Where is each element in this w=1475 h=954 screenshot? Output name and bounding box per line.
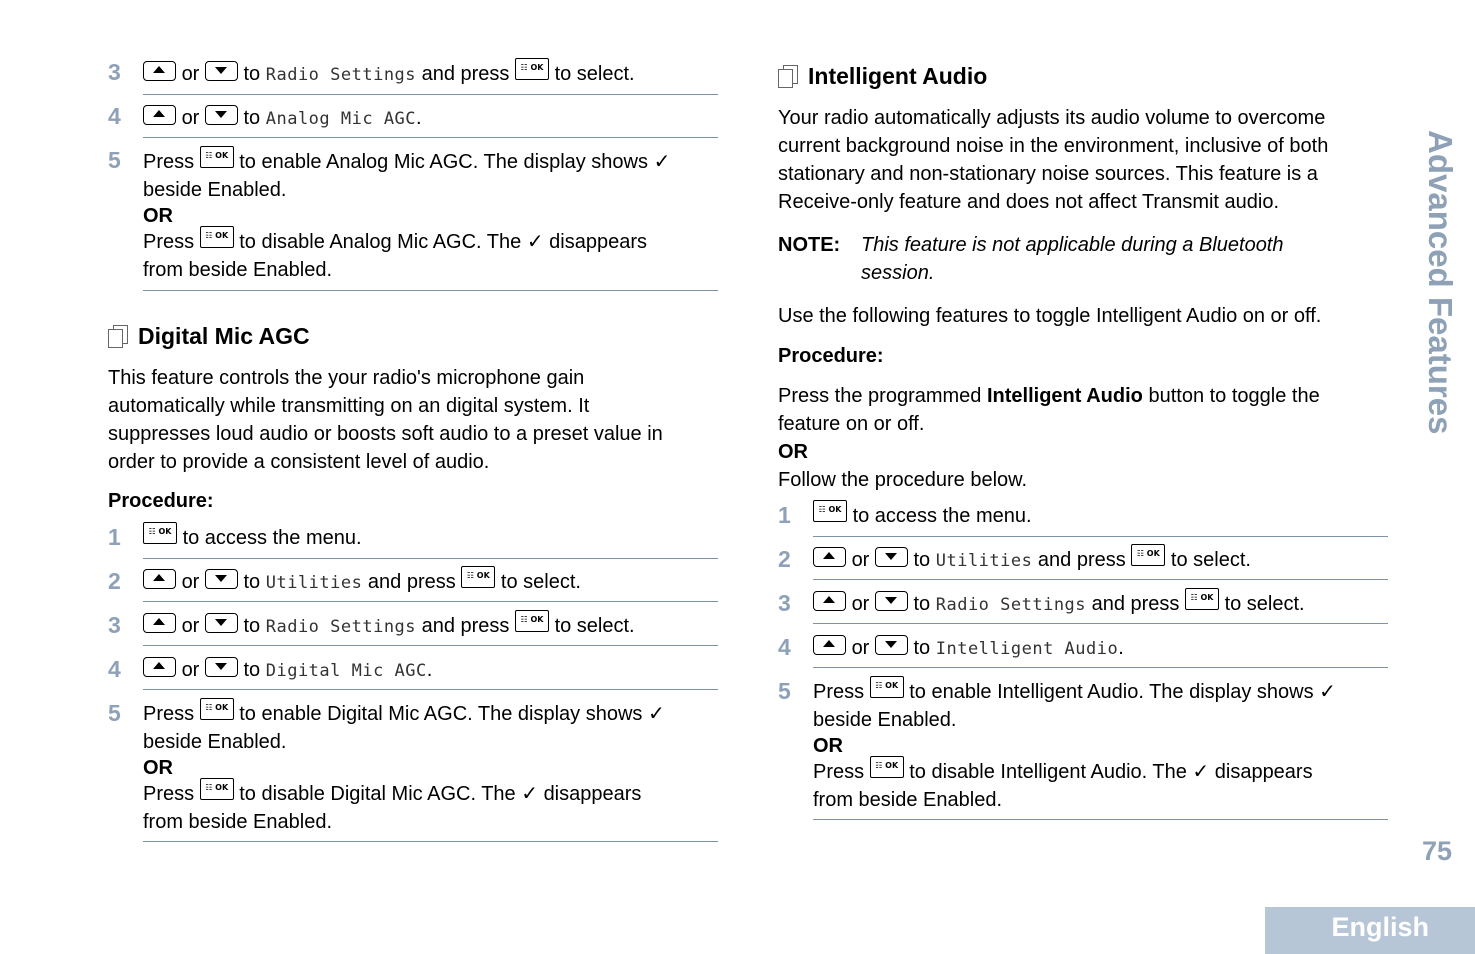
step-number: 3: [108, 59, 121, 85]
procedure-steps: [778, 502, 1388, 820]
intro-line: Your radio automatically adjusts its audio volume to overcome: [778, 107, 1326, 129]
step-text: to disable Intelligent Audio. The: [909, 761, 1187, 783]
step-text: and press: [367, 571, 456, 593]
intro-line: automatically while transmitting on an digital system. It: [108, 395, 590, 417]
step-text: to: [243, 659, 261, 681]
down-arrow-icon: [875, 547, 908, 567]
step-text: to: [913, 549, 931, 571]
or-label: OR: [813, 735, 843, 757]
step-text: and press: [421, 615, 510, 637]
step-5: [108, 148, 718, 291]
step-3: [778, 590, 1388, 624]
step-text: to disable Analog Mic AGC. The: [239, 231, 522, 253]
step-text: Press: [143, 783, 195, 805]
section-title: Intelligent Audio: [808, 63, 988, 89]
or-label: OR: [143, 757, 173, 779]
step-text: or: [181, 659, 200, 681]
menu-ok-icon: ☷ OK: [515, 58, 549, 80]
step-text: Press: [143, 703, 195, 725]
step-number: 3: [108, 612, 121, 638]
up-arrow-icon: [143, 61, 176, 81]
step-text: or: [181, 571, 200, 593]
step-text: to disable Digital Mic AGC. The: [239, 783, 516, 805]
down-arrow-icon: [205, 105, 238, 125]
step-text: or: [851, 637, 870, 659]
intro-line: button to toggle the: [1142, 385, 1320, 407]
menu-ok-icon: ☷ OK: [1131, 544, 1165, 566]
continued-steps: [108, 60, 718, 291]
intro-line: feature on or off.: [778, 413, 925, 435]
step-4: [108, 656, 718, 690]
step-2: [778, 546, 1388, 580]
step-4: [778, 634, 1388, 668]
intro-line: Follow the procedure below.: [778, 469, 1028, 491]
step-text: disappears: [549, 231, 647, 253]
step-text: disappears: [1214, 761, 1313, 783]
step-text: to select.: [500, 571, 581, 593]
menu-item-text: Radio Settings: [265, 617, 417, 637]
up-arrow-icon: [813, 591, 846, 611]
section-title: Digital Mic AGC: [138, 323, 310, 349]
step-4: [108, 104, 718, 138]
step-text: beside Enabled.: [143, 179, 287, 201]
step-text: and press: [421, 63, 510, 85]
step-text: to select.: [554, 63, 635, 85]
or-label: OR: [143, 205, 173, 227]
procedure-label: Procedure:: [108, 490, 214, 512]
up-arrow-icon: [813, 547, 846, 567]
step-text: and press: [1037, 549, 1126, 571]
intro-line: This feature controls the your radio's microphone gain: [108, 367, 585, 389]
note-line: session.: [861, 262, 935, 284]
menu-ok-icon: ☷ OK: [200, 778, 234, 800]
step-number: 5: [108, 147, 121, 173]
step-text: Press: [143, 231, 195, 253]
step-number: 5: [778, 678, 791, 704]
section-heading: [108, 323, 310, 350]
step-text: .: [1118, 637, 1124, 659]
step-text: or: [181, 615, 200, 637]
note-line: This feature is not applicable during a Bluetooth: [861, 234, 1284, 256]
intro-line: stationary and non-stationary noise sources. This feature is a: [778, 163, 1318, 185]
intro-line: current background noise in the environment, inclusive of both: [778, 135, 1329, 157]
section-intro: [108, 364, 663, 476]
intro-line: suppresses loud audio or boosts soft audio to a preset value in: [108, 423, 663, 445]
checkmark-icon: ✓: [526, 231, 544, 253]
step-text: to select.: [1224, 593, 1305, 615]
step-text: beside Enabled.: [813, 709, 957, 731]
step-2: [108, 568, 718, 602]
or-label: OR: [778, 441, 808, 463]
step-1: [108, 524, 718, 559]
note-label: NOTE:: [778, 234, 841, 256]
menu-ok-icon: ☷ OK: [515, 610, 549, 632]
step-text: to: [913, 637, 931, 659]
step-number: 4: [778, 634, 791, 660]
step-text: to: [243, 63, 261, 85]
step-3: [108, 60, 718, 95]
step-text: to: [243, 107, 261, 129]
step-number: 3: [778, 590, 791, 616]
menu-ok-icon: ☷ OK: [870, 676, 904, 698]
step-text: to select.: [1170, 549, 1251, 571]
step-text: or: [851, 549, 870, 571]
up-arrow-icon: [813, 635, 846, 655]
button-name: Intelligent Audio: [986, 385, 1143, 407]
step-3: [108, 612, 718, 646]
down-arrow-icon: [205, 657, 238, 677]
section-intro: [778, 104, 1328, 216]
step-text: Press: [813, 681, 865, 703]
step-text: to access the menu.: [182, 527, 362, 549]
page-number: 75: [1422, 836, 1453, 866]
step-text: .: [426, 659, 433, 681]
step-text: from beside Enabled.: [813, 789, 1003, 811]
step-text: Press: [813, 761, 865, 783]
down-arrow-icon: [875, 591, 908, 611]
menu-item-text: Radio Settings: [265, 65, 417, 85]
intro-line: order to provide a consistent level of audio.: [108, 451, 490, 473]
menu-item-text: Radio Settings: [935, 595, 1087, 615]
step-text: to enable Digital Mic AGC. The display shows: [239, 703, 643, 725]
step-text: from beside Enabled.: [143, 259, 333, 281]
step-text: beside Enabled.: [143, 731, 287, 753]
up-arrow-icon: [143, 105, 176, 125]
down-arrow-icon: [205, 61, 238, 81]
down-arrow-icon: [205, 613, 238, 633]
step-text: or: [851, 593, 870, 615]
menu-ok-icon: ☷ OK: [870, 756, 904, 778]
procedure-label: Procedure:: [778, 345, 884, 367]
menu-ok-icon: ☷ OK: [1185, 588, 1219, 610]
menu-item-text: Utilities: [265, 573, 363, 593]
step-number: 4: [108, 656, 121, 682]
menu-item-text: Digital Mic AGC: [265, 661, 427, 681]
checkmark-icon: ✓: [1319, 681, 1336, 703]
language-label: English: [1331, 912, 1429, 942]
step-5: [108, 700, 718, 842]
note-text: [861, 231, 1381, 287]
step-text: .: [416, 107, 422, 129]
step-text: or: [181, 107, 200, 129]
down-arrow-icon: [205, 569, 238, 589]
step-text: to: [913, 593, 931, 615]
step-text: Press: [143, 151, 195, 173]
step-number: 2: [778, 546, 791, 572]
step-number: 5: [108, 700, 121, 726]
step-text: to select.: [554, 615, 635, 637]
checkmark-icon: ✓: [521, 783, 538, 805]
checkmark-icon: ✓: [647, 703, 665, 725]
up-arrow-icon: [143, 613, 176, 633]
menu-item-text: Analog Mic AGC: [265, 109, 417, 129]
step-text: to enable Analog Mic AGC. The display shows: [239, 151, 648, 173]
section-heading: [778, 63, 987, 90]
checkmark-icon: ✓: [1192, 761, 1210, 783]
page-icon: [778, 65, 796, 87]
step-text: to enable Intelligent Audio. The display shows: [909, 681, 1314, 703]
procedure-steps: [108, 524, 718, 842]
step-5: [778, 678, 1388, 820]
down-arrow-icon: [875, 635, 908, 655]
language-tab: [1265, 907, 1475, 954]
step-text: from beside Enabled.: [143, 811, 333, 833]
step-text: to: [243, 571, 261, 593]
menu-ok-icon: ☷ OK: [200, 226, 234, 248]
menu-item-text: Intelligent Audio: [935, 639, 1119, 659]
step-number: 1: [108, 524, 121, 550]
menu-ok-icon: ☷ OK: [200, 698, 234, 720]
up-arrow-icon: [143, 657, 176, 677]
chapter-side-title: Advanced Features: [1422, 130, 1459, 435]
step-text: disappears: [543, 783, 642, 805]
menu-ok-icon: ☷ OK: [200, 146, 234, 168]
menu-ok-icon: ☷ OK: [461, 566, 495, 588]
menu-ok-icon: ☷ OK: [813, 500, 847, 522]
step-number: 4: [108, 103, 121, 129]
page-icon: [108, 325, 126, 347]
step-text: and press: [1091, 593, 1180, 615]
step-text: to access the menu.: [852, 505, 1032, 527]
step-number: 1: [778, 502, 791, 528]
step-text: or: [181, 63, 200, 85]
procedure-intro: [778, 382, 1320, 494]
step-1: [778, 502, 1388, 537]
intro-line: Receive-only feature and does not affect Transmit audio.: [778, 191, 1280, 213]
checkmark-icon: ✓: [653, 151, 671, 173]
step-text: to: [243, 615, 261, 637]
step-number: 2: [108, 568, 121, 594]
up-arrow-icon: [143, 569, 176, 589]
menu-ok-icon: ☷ OK: [143, 522, 177, 544]
intro-line: Press the programmed: [778, 385, 987, 407]
menu-item-text: Utilities: [935, 551, 1033, 571]
usage-text: Use the following features to toggle Intelligent Audio on or off.: [778, 305, 1322, 327]
